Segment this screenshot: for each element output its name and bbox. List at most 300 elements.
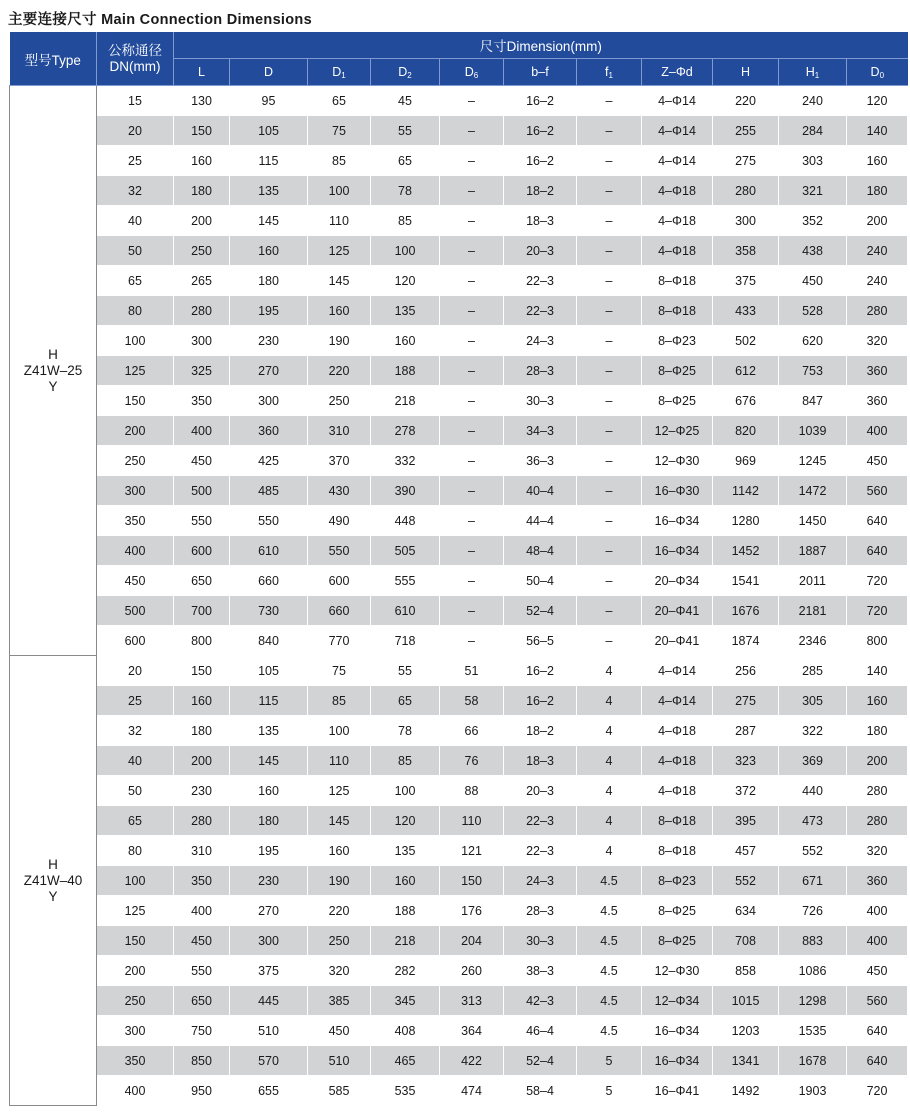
dimension-cell: 160 [174, 686, 230, 716]
dimension-cell: – [577, 356, 642, 386]
dimension-cell: 260 [440, 956, 504, 986]
dimension-cell: 255 [713, 116, 779, 146]
dimension-cell: 24–3 [504, 326, 577, 356]
dimension-cell: 4.5 [577, 956, 642, 986]
dimension-cell: 1452 [713, 536, 779, 566]
dimension-cell: 282 [371, 956, 440, 986]
page-title: 主要连接尺寸 Main Connection Dimensions [8, 12, 312, 28]
dimension-cell: 600 [308, 566, 371, 596]
dimension-cell: 300 [713, 206, 779, 236]
column-header-label: D [464, 64, 474, 79]
model-type-line: Y [48, 378, 58, 394]
dimension-cell: 1676 [713, 596, 779, 626]
table-row [10, 1016, 908, 1046]
dimension-cell: 24–3 [504, 866, 577, 896]
dimension-cell: 620 [779, 326, 847, 356]
dimension-cell: 8–Φ25 [642, 356, 713, 386]
dn-cell: 50 [97, 236, 174, 266]
dimension-cell: 850 [174, 1046, 230, 1076]
dimension-cell: 100 [371, 776, 440, 806]
dimension-cell: 310 [174, 836, 230, 866]
dimension-cell: 640 [847, 506, 908, 536]
table-row [10, 416, 908, 446]
dimension-cell: 4–Φ14 [642, 146, 713, 176]
column-header-subscript: 6 [473, 70, 479, 80]
dimension-cell: – [577, 506, 642, 536]
table-row [10, 1076, 908, 1106]
dimension-cell: 275 [713, 686, 779, 716]
column-header-label: D [263, 65, 274, 79]
dimension-cell: 120 [371, 806, 440, 836]
dimension-cell: 160 [847, 146, 908, 176]
dimension-cell: – [577, 176, 642, 206]
dimension-cell: 800 [847, 626, 908, 656]
dimension-cell: 4 [577, 746, 642, 776]
dimension-cell: 110 [308, 206, 371, 236]
dimension-cell: 502 [713, 326, 779, 356]
column-header [504, 59, 577, 86]
dimension-cell: 4–Φ14 [642, 86, 713, 116]
dimension-cell: 322 [779, 716, 847, 746]
dimension-cell: 16–2 [504, 686, 577, 716]
dimension-cell: 600 [174, 536, 230, 566]
dimension-cell: 95 [230, 86, 308, 116]
dimension-cell: 375 [713, 266, 779, 296]
column-header-label: H [740, 65, 751, 79]
dn-cell: 600 [97, 626, 174, 656]
table-row [10, 356, 908, 386]
dimension-cell: 135 [230, 176, 308, 206]
dimension-cell: 200 [847, 206, 908, 236]
table-row [10, 746, 908, 776]
dimension-cell: 640 [847, 536, 908, 566]
dimension-cell: 612 [713, 356, 779, 386]
dimension-cell: 58–4 [504, 1076, 577, 1106]
table-row [10, 986, 908, 1016]
dimension-cell: 4–Φ18 [642, 746, 713, 776]
dimension-cell: 270 [230, 896, 308, 926]
dimension-cell: 285 [779, 656, 847, 686]
dimension-cell: 8–Φ23 [642, 866, 713, 896]
dimension-cell: – [440, 626, 504, 656]
dimension-cell: 28–3 [504, 896, 577, 926]
dimension-cell: 4–Φ18 [642, 716, 713, 746]
column-header-label: L [198, 65, 205, 79]
dimension-cell: 105 [230, 656, 308, 686]
dimension-cell: 1874 [713, 626, 779, 656]
dimension-cell: 78 [371, 176, 440, 206]
dimension-cell: 105 [230, 116, 308, 146]
dimension-cell: 360 [230, 416, 308, 446]
table-row [10, 296, 908, 326]
dimension-cell: 300 [174, 326, 230, 356]
dimension-cell: 188 [371, 896, 440, 926]
dimension-cell: 671 [779, 866, 847, 896]
dn-cell: 100 [97, 866, 174, 896]
dimension-cell: 220 [308, 356, 371, 386]
table-row [10, 176, 908, 206]
table-row [10, 506, 908, 536]
model-type-line: Y [48, 888, 58, 904]
dn-cell: 400 [97, 1076, 174, 1106]
dimension-cell: – [440, 446, 504, 476]
model-type-line: Z41W–25 [23, 362, 83, 378]
dimension-cell: – [440, 596, 504, 626]
model-type-line: H [48, 856, 58, 872]
dimension-cell: 726 [779, 896, 847, 926]
table-row [10, 926, 908, 956]
table-row [10, 446, 908, 476]
model-type-cell [10, 656, 97, 1106]
dimension-cell: 883 [779, 926, 847, 956]
dimension-cell: 433 [713, 296, 779, 326]
dimension-cell: 145 [230, 206, 308, 236]
table-row [10, 386, 908, 416]
dimension-cell: 438 [779, 236, 847, 266]
dimension-cell: 1039 [779, 416, 847, 446]
dimension-cell: 2181 [779, 596, 847, 626]
table-row [10, 836, 908, 866]
dimension-cell: 52–4 [504, 1046, 577, 1076]
dimension-cell: 34–3 [504, 416, 577, 446]
table-row [10, 146, 908, 176]
dimension-cell: 450 [847, 446, 908, 476]
dimension-cell: 230 [174, 776, 230, 806]
dimension-cell: 16–2 [504, 656, 577, 686]
dimension-cell: 140 [847, 656, 908, 686]
dimension-cell: 400 [847, 896, 908, 926]
dimension-cell: 969 [713, 446, 779, 476]
dimension-cell: 36–3 [504, 446, 577, 476]
model-type-line: H [48, 346, 58, 362]
dimension-cell: 720 [847, 566, 908, 596]
dimension-cell: 440 [779, 776, 847, 806]
dimension-cell: – [440, 176, 504, 206]
dimension-cell: 280 [847, 806, 908, 836]
dimension-cell: 450 [308, 1016, 371, 1046]
dimension-cell: 160 [230, 236, 308, 266]
table-row [10, 86, 908, 116]
dimension-cell: 12–Φ34 [642, 986, 713, 1016]
dimension-cell: 1015 [713, 986, 779, 1016]
dimension-cell: 730 [230, 596, 308, 626]
dimension-cell: 364 [440, 1016, 504, 1046]
dimension-cell: 320 [847, 326, 908, 356]
dimension-cell: 4.5 [577, 896, 642, 926]
table-row [10, 596, 908, 626]
dimension-cell: 160 [371, 866, 440, 896]
dimension-cell: 280 [713, 176, 779, 206]
dimension-cell: 720 [847, 596, 908, 626]
dimension-cell: 650 [174, 566, 230, 596]
dimension-cell: 552 [713, 866, 779, 896]
dn-cell: 200 [97, 956, 174, 986]
dimension-cell: 240 [847, 266, 908, 296]
dn-cell: 125 [97, 356, 174, 386]
dimension-cell: 400 [847, 416, 908, 446]
dimension-cell: 708 [713, 926, 779, 956]
dimension-cell: 345 [371, 986, 440, 1016]
dimension-cell: 550 [308, 536, 371, 566]
dimension-cell: 474 [440, 1076, 504, 1106]
dimension-cell: 500 [174, 476, 230, 506]
dimension-cell: 270 [230, 356, 308, 386]
dimension-cell: – [440, 566, 504, 596]
dn-cell: 100 [97, 326, 174, 356]
dimension-cell: 12–Φ30 [642, 956, 713, 986]
dimension-cell: 18–3 [504, 746, 577, 776]
dimension-cell: – [440, 476, 504, 506]
dimension-cell: 555 [371, 566, 440, 596]
dimension-cell: 535 [371, 1076, 440, 1106]
dimension-cell: 176 [440, 896, 504, 926]
dimension-cell: 4.5 [577, 1016, 642, 1046]
dimension-cell: 820 [713, 416, 779, 446]
dimension-cell: 610 [371, 596, 440, 626]
dn-cell: 400 [97, 536, 174, 566]
dimension-cell: 4–Φ18 [642, 206, 713, 236]
dimension-cell: 8–Φ25 [642, 896, 713, 926]
dimension-cell: 66 [440, 716, 504, 746]
model-type-cell [10, 86, 97, 656]
table-row [10, 656, 908, 686]
dimension-cell: – [577, 116, 642, 146]
dimension-cell: 150 [174, 656, 230, 686]
dimension-cell: 20–Φ34 [642, 566, 713, 596]
dimension-cell: 4–Φ14 [642, 656, 713, 686]
dimension-cell: – [440, 416, 504, 446]
dimension-cell: 320 [308, 956, 371, 986]
dimension-cell: 448 [371, 506, 440, 536]
dn-cell: 65 [97, 266, 174, 296]
dimension-cell: 16–Φ34 [642, 1046, 713, 1076]
table-header [10, 32, 908, 86]
dimension-cell: 505 [371, 536, 440, 566]
dimension-cell: 16–Φ34 [642, 506, 713, 536]
dimensions-table [9, 32, 908, 1106]
dimension-cell: – [577, 566, 642, 596]
dimension-cell: 360 [847, 386, 908, 416]
column-header-label: b–f [531, 65, 549, 79]
dimension-cell: 115 [230, 686, 308, 716]
dimension-cell: 305 [779, 686, 847, 716]
dimension-cell: 770 [308, 626, 371, 656]
dimension-cell: 718 [371, 626, 440, 656]
dimension-cell: 40–4 [504, 476, 577, 506]
dimension-cell: 20–3 [504, 236, 577, 266]
table-row [10, 1046, 908, 1076]
dimension-cell: 16–Φ41 [642, 1076, 713, 1106]
dimension-cell: 1541 [713, 566, 779, 596]
dn-cell: 65 [97, 806, 174, 836]
dimension-cell: 220 [308, 896, 371, 926]
dimension-cell: – [577, 386, 642, 416]
column-header-label: D [332, 64, 342, 79]
dimension-cell: – [577, 326, 642, 356]
column-header [371, 59, 440, 86]
dimension-cell: 1245 [779, 446, 847, 476]
dimension-cell: 180 [230, 266, 308, 296]
dimension-cell: 100 [308, 716, 371, 746]
dimension-cell: 700 [174, 596, 230, 626]
dimension-cell: 18–2 [504, 716, 577, 746]
type-column-header: 型号Type [10, 32, 97, 86]
table-row [10, 326, 908, 356]
dimension-cell: 385 [308, 986, 371, 1016]
dn-cell: 300 [97, 476, 174, 506]
dimension-cell: 400 [174, 896, 230, 926]
dimension-cell: – [440, 296, 504, 326]
dimension-cell: 280 [847, 776, 908, 806]
table-row [10, 776, 908, 806]
dimension-cell: – [440, 266, 504, 296]
dimension-cell: 256 [713, 656, 779, 686]
dimension-cell: 1086 [779, 956, 847, 986]
dn-cell: 250 [97, 986, 174, 1016]
dimension-cell: – [440, 116, 504, 146]
dimension-cell: 65 [371, 686, 440, 716]
dimension-cell: 88 [440, 776, 504, 806]
dimension-cell: 753 [779, 356, 847, 386]
dimension-cell: 585 [308, 1076, 371, 1106]
dimension-cell: 160 [174, 146, 230, 176]
dimension-cell: 4 [577, 836, 642, 866]
dimension-cell: 8–Φ18 [642, 806, 713, 836]
dimension-cell: – [577, 146, 642, 176]
dimension-cell: 125 [308, 236, 371, 266]
dimension-cell: 430 [308, 476, 371, 506]
dimension-cell: 22–3 [504, 296, 577, 326]
dimension-cell: 1450 [779, 506, 847, 536]
dimension-cell: 5 [577, 1046, 642, 1076]
dimension-cell: 200 [847, 746, 908, 776]
dimension-cell: – [440, 206, 504, 236]
dimension-cell: 1887 [779, 536, 847, 566]
dimension-cell: 8–Φ18 [642, 836, 713, 866]
dimension-cell: 1203 [713, 1016, 779, 1046]
dimension-cell: 48–4 [504, 536, 577, 566]
dimension-cell: 275 [713, 146, 779, 176]
dimension-cell: 303 [779, 146, 847, 176]
column-header-label: Z–Φd [661, 65, 693, 79]
dimension-cell: 180 [174, 176, 230, 206]
dimension-cell: 550 [174, 956, 230, 986]
dimension-cell: 115 [230, 146, 308, 176]
column-header-label: f [605, 64, 609, 79]
model-type-line: Z41W–40 [23, 872, 83, 888]
dimension-cell: 570 [230, 1046, 308, 1076]
dimension-cell: – [577, 206, 642, 236]
dimension-cell: 425 [230, 446, 308, 476]
dimension-cell: 78 [371, 716, 440, 746]
dimension-cell: 220 [713, 86, 779, 116]
dn-cell: 50 [97, 776, 174, 806]
dn-column-header [97, 32, 174, 86]
dimension-cell: 5 [577, 1076, 642, 1106]
dimension-cell: 400 [847, 926, 908, 956]
dimension-cell: 16–Φ30 [642, 476, 713, 506]
dimension-cell: 100 [308, 176, 371, 206]
dn-cell: 350 [97, 1046, 174, 1076]
dimension-cell: 640 [847, 1046, 908, 1076]
column-header-subscript: 2 [407, 70, 412, 80]
dimension-cell: 51 [440, 656, 504, 686]
dimension-cell: 473 [779, 806, 847, 836]
dimension-cell: 135 [371, 296, 440, 326]
dimension-cell: 65 [308, 86, 371, 116]
dimension-cell: – [440, 146, 504, 176]
dimension-cell: 150 [440, 866, 504, 896]
dimension-cell: 352 [779, 206, 847, 236]
dimension-cell: 1472 [779, 476, 847, 506]
dimension-cell: 457 [713, 836, 779, 866]
dimension-cell: 8–Φ25 [642, 386, 713, 416]
dimension-cell: 135 [371, 836, 440, 866]
dimension-cell: 160 [230, 776, 308, 806]
dimension-cell: 8–Φ23 [642, 326, 713, 356]
table-row [10, 236, 908, 266]
dimension-cell: 650 [174, 986, 230, 1016]
column-header [230, 59, 308, 86]
dimension-cell: 360 [847, 866, 908, 896]
table-row [10, 626, 908, 656]
dimension-cell: 75 [308, 656, 371, 686]
table-row [10, 956, 908, 986]
dimension-cell: 4 [577, 776, 642, 806]
dimension-cell: 56–5 [504, 626, 577, 656]
dimension-cell: 145 [308, 266, 371, 296]
dimension-cell: 390 [371, 476, 440, 506]
dimension-cell: 75 [308, 116, 371, 146]
dimension-cell: 8–Φ18 [642, 296, 713, 326]
dimension-cell: 30–3 [504, 386, 577, 416]
table-row [10, 716, 908, 746]
dimension-cell: 42–3 [504, 986, 577, 1016]
dimension-cell: 125 [308, 776, 371, 806]
dimension-cell: 204 [440, 926, 504, 956]
dimension-cell: 450 [174, 926, 230, 956]
dimension-cell: 16–2 [504, 146, 577, 176]
column-header [577, 59, 642, 86]
dimension-cell: 800 [174, 626, 230, 656]
dn-cell: 450 [97, 566, 174, 596]
dimension-cell: 369 [779, 746, 847, 776]
dimension-cell: – [440, 326, 504, 356]
dimension-cell: 528 [779, 296, 847, 326]
dimension-cell: 676 [713, 386, 779, 416]
column-header [847, 59, 908, 86]
dimension-cell: 313 [440, 986, 504, 1016]
dimension-cell: 145 [230, 746, 308, 776]
dimension-cell: 4 [577, 806, 642, 836]
dimension-cell: 284 [779, 116, 847, 146]
dn-cell: 350 [97, 506, 174, 536]
dimension-cell: 840 [230, 626, 308, 656]
dimension-cell: 250 [308, 386, 371, 416]
column-header-subscript: 0 [879, 70, 885, 80]
column-header-label: H [805, 64, 815, 79]
dimension-cell: 450 [779, 266, 847, 296]
dimension-cell: 858 [713, 956, 779, 986]
dn-cell: 40 [97, 746, 174, 776]
dimension-cell: 250 [308, 926, 371, 956]
dimension-cell: – [577, 296, 642, 326]
dimension-cell: 610 [230, 536, 308, 566]
dimension-cell: 8–Φ25 [642, 926, 713, 956]
dimension-cell: – [440, 536, 504, 566]
dimension-cell: 325 [174, 356, 230, 386]
dimension-cell: 358 [713, 236, 779, 266]
